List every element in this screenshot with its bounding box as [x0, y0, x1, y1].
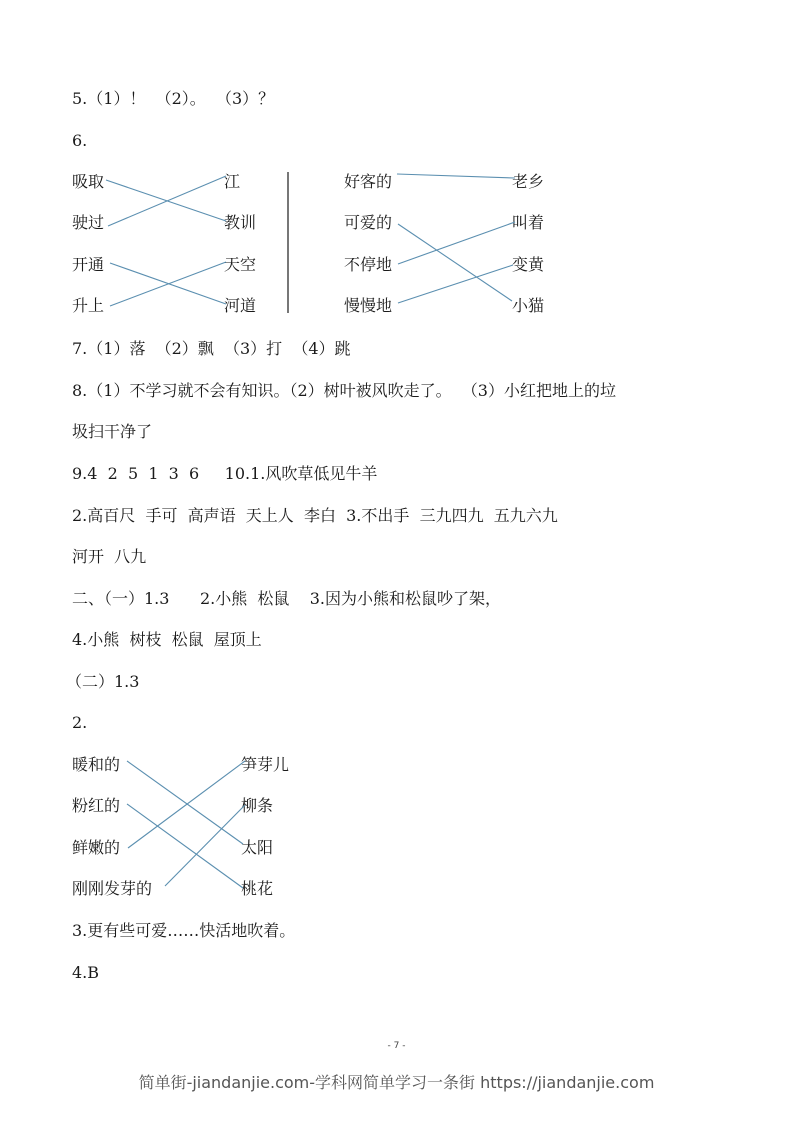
q6-right-item: 江 — [224, 172, 241, 191]
part2-sec2-line1: （二）1.3 — [66, 672, 140, 691]
q6-label: 6. — [72, 131, 88, 150]
q2-right-item: 太阳 — [241, 838, 274, 857]
part2-q2-label: 2. — [72, 713, 88, 732]
q6-right-item: 小猫 — [512, 296, 545, 315]
q5-answer: 5.（1）！ （2）。 （3）？ — [72, 89, 275, 108]
part2-q3-answer: 3.更有些可爱……快活地吹着。 — [72, 921, 296, 940]
q7-answer: 7.（1）落 （2）飘 （3）打 （4）跳 — [72, 339, 351, 358]
link-line — [110, 262, 226, 306]
q6-left-item: 吸取 — [72, 172, 105, 191]
q2-left-item: 刚刚发芽的 — [72, 879, 153, 898]
q2-left-item: 粉红的 — [72, 796, 121, 815]
link-line — [127, 804, 243, 888]
part2-sec1-line2: 4.小熊 树枝 松鼠 屋顶上 — [72, 630, 262, 649]
footer-watermark: 简单街-jiandanjie.com-学科网简单学习一条街 https://jiandanjie.com — [138, 1073, 655, 1092]
link-line — [128, 761, 245, 848]
link-line — [398, 224, 512, 301]
link-line — [398, 222, 515, 264]
q6-right-item: 教训 — [224, 213, 257, 232]
link-line — [110, 263, 226, 304]
q8-answer-line1: 8.（1）不学习就不会有知识。（2）树叶被风吹走了。 （3）小红把地上的垃 — [72, 381, 616, 400]
link-line — [127, 761, 243, 844]
q8-answer-line2: 圾扫干净了 — [72, 422, 153, 441]
link-line — [398, 265, 513, 303]
q9-q10-answer: 9.4 2 5 1 3 6 10.1.风吹草低见牛羊 — [72, 464, 378, 483]
q6-left-item: 驶过 — [72, 213, 105, 232]
q6-right-item: 叫着 — [512, 213, 545, 232]
q10-answer-line2: 河开 八九 — [72, 547, 147, 566]
part2-q4-answer: 4.B — [72, 963, 100, 982]
link-line — [165, 805, 245, 886]
link-line — [397, 174, 515, 178]
link-line — [106, 180, 226, 221]
q2-right-item: 笋芽儿 — [241, 755, 290, 774]
q2-left-item: 鲜嫩的 — [72, 838, 121, 857]
q6-right-item: 老乡 — [512, 172, 545, 191]
q6-left-item: 开通 — [72, 255, 105, 274]
q2-left-item: 暖和的 — [72, 755, 121, 774]
q6-left-item: 升上 — [72, 296, 105, 315]
q10-answer-line1: 2.高百尺 手可 高声语 天上人 李白 3.不出手 三九四九 五九六九 — [72, 506, 558, 525]
q6-left-item: 慢慢地 — [344, 296, 393, 315]
q6-right-item: 天空 — [224, 255, 257, 274]
q6-right-item: 变黄 — [512, 255, 545, 274]
page-number: - 7 - — [387, 1041, 406, 1051]
part2-sec1-line1: 二、（一）1.3 2.小熊 松鼠 3.因为小熊和松鼠吵了架， — [72, 589, 502, 608]
link-line — [108, 176, 226, 226]
q6-left-item: 可爱的 — [344, 213, 393, 232]
q6-left-item: 好客的 — [344, 172, 393, 191]
q2-right-item: 桃花 — [241, 879, 274, 898]
q2-right-item: 柳条 — [241, 796, 274, 815]
q6-right-item: 河道 — [224, 296, 257, 315]
q6-left-item: 不停地 — [344, 255, 393, 274]
